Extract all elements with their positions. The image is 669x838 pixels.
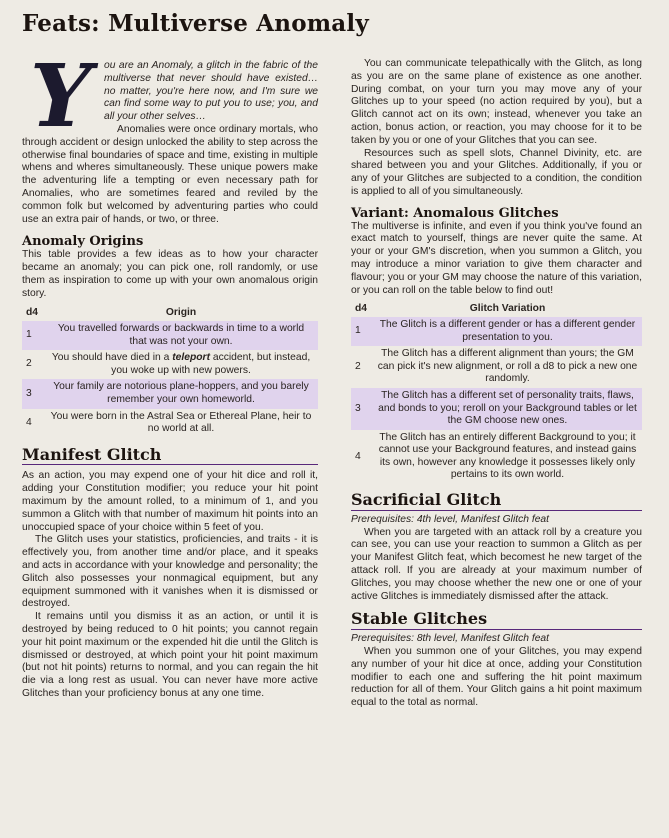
- dropcap-letter: [22, 56, 100, 134]
- row-text-pre: You should have died in a: [51, 352, 173, 364]
- row-text: The Glitch has an entirely different Background to you; it cannot use your Background features, and instead gains its own, however any knowledge it possesses likely only pertains to its own world.: [378, 431, 637, 481]
- telepathy-paragraph: You can communicate telepathically with the Glitch, as long as you are on the same plane of existence as one another. During combat, on your turn you may move any of your Glitches up to your speed (no action required by you), but a Glitch cannot act on its own; instead, whenever you take an action, bonus action, or reaction, you may choose for it to be taken by you or one of your Glitches that you can see.: [351, 58, 642, 146]
- row-number: 2: [355, 360, 361, 372]
- table-row: [22, 409, 318, 438]
- row-text: The Glitch has a different set of personality traits, flaws, and bonds to you; reroll on your Background tables or let the GM choose new ones.: [373, 388, 642, 430]
- stable-heading: Stable Glitches: [351, 613, 642, 630]
- variant-col-die: d4: [355, 303, 368, 315]
- variant-text: The multiverse is infinite, and even if you think you've found an exact match to yourself, things are never quite the same. At your or your GM's discretion, when you summon a Glitch, you may introduce a minor variation to give them character and flavour; you or your GM may choose the nature of this variation, or you can roll on the table below to find out!: [351, 220, 642, 296]
- manifest-p1: As an action, you may expend one of your hit dice and roll it, adding your Constitution modifier; you reduce your hit point maximum by the amount rolled, to a minimum of 1, and you summon a Glitch with that number of maximum hit points into an unoccupied space of your choice within 5 feet of you.: [22, 470, 318, 533]
- stable-prereq: Prerequisites: 8th level, Manifest Glitch feat: [351, 633, 550, 645]
- origins-text: This table provides a few ideas as to how your character became an anomaly; you can pick one, roll randomly, or use them as inspiration to come up with your own anomalous origin story.: [22, 249, 318, 299]
- manifest-p2: The Glitch uses your statistics, proficiencies, and traits - it is effectively you, from another time and/or place, and it speaks and acts in accordance with your knowledge and personality; the Glitch also possesses your nonmagical equipment, but any equipment summoned with it vanishes when it is dismissed or destroyed.: [22, 534, 318, 610]
- manifest-heading: Manifest Glitch: [22, 449, 318, 466]
- origins-heading: Anomaly Origins: [22, 234, 144, 250]
- table-row: [22, 379, 318, 408]
- row-number: 3: [22, 379, 44, 408]
- row-text: You were born in the Astral Sea or Ethereal Plane, heir to no world at all.: [50, 410, 312, 435]
- row-number: 2: [26, 358, 32, 370]
- row-number: 4: [26, 416, 32, 428]
- row-number: 4: [355, 450, 361, 462]
- variant-table: [351, 303, 642, 484]
- row-text: Your family are notorious plane-hoppers, and you barely remember your own homeworld.: [44, 379, 318, 408]
- variant-heading: Variant: Anomalous Glitches: [351, 205, 559, 221]
- row-text: The Glitch is a different gender or has a different gender presentation to you.: [373, 317, 642, 346]
- table-row: [351, 346, 642, 388]
- sacrificial-prereq: Prerequisites: 4th level, Manifest Glitch feat: [351, 513, 550, 525]
- row-number: 3: [351, 388, 373, 430]
- page-title: Feats: Multiverse Anomaly: [22, 10, 369, 37]
- left-column: [22, 56, 318, 701]
- table-row: [22, 321, 318, 350]
- origins-table-header: [22, 307, 318, 321]
- right-column: [351, 58, 642, 710]
- sacrificial-text: When you are targeted with an attack roll by a creature you can see, you can use your reaction to summon a Glitch as per your Manifest Glitch feat, which becomest he new target of the attack roll. If you are already at your maximum number of Glitches, you may choose whether the new one or one of your active Glitches is immediately dismissed after the attack.: [351, 526, 642, 602]
- intro-italic: ou are an Anomaly, a glitch in the fabric of the multiverse that never should have existed… no matter, you're here now, and I'm sure we can find some way to put you to use; you, and all your other selves…: [104, 60, 318, 123]
- table-row: [351, 430, 642, 484]
- dropcap-glyph: Y: [30, 56, 92, 134]
- origins-col-label: Origin: [165, 307, 197, 319]
- variant-table-header: [351, 303, 642, 317]
- row-text-post: accident, but instead, you woke up with new powers.: [111, 352, 311, 376]
- origins-table: [22, 307, 318, 437]
- sacrificial-heading: Sacrificial Glitch: [351, 494, 642, 511]
- row-number: 1: [22, 321, 44, 350]
- intro: [22, 56, 318, 226]
- intro-paragraph: Anomalies were once ordinary mortals, who through accident or design unlocked the ability to step across the otherwise final boundaries of space and time, existing in multiple whens and wheres simultaneously. These unique powers make the adventuring life a tempting or even necessary path for Anomalies, who are sometimes feared and reviled by the common folk but welcomed by adventuring parties who could use an extra pair of hands, or two, or three.: [22, 123, 318, 225]
- variant-col-label: Glitch Variation: [469, 303, 546, 315]
- table-row: [351, 317, 642, 346]
- resources-paragraph: Resources such as spell slots, Channel Divinity, etc. are shared between you and your Glitches. Additionally, if you or any of your Glitches are subjected to a condition, the condition is applied to all of you simultaneously.: [351, 147, 642, 197]
- row-text: The Glitch has a different alignment than yours; the GM can pick it's new alignment, or roll a d8 to pick a new one randomly.: [377, 348, 638, 385]
- teleport-spell-name: teleport: [172, 352, 210, 364]
- table-row: [351, 388, 642, 430]
- stable-text: When you summon one of your Glitches, you may expend any number of your hit dice at once, adding your Constitution modifier to each one and suffering the hit point maximum reduction for all of them. Your Glitch gains a hit point maximum equal to the total as normal.: [351, 646, 642, 709]
- table-row: [22, 350, 318, 379]
- row-text: You travelled forwards or backwards in time to a world that was not your own.: [44, 321, 318, 350]
- origins-col-die: d4: [26, 307, 39, 319]
- row-text: [44, 350, 318, 379]
- row-number: 1: [351, 317, 373, 346]
- manifest-p3: It remains until you dismiss it as an action, or until it is destroyed by being reduced to 0 hit points; you cannot regain your hit point maximum or the expended hit die until the Glitch is dismissed or destroyed, at which point your hit point maximum (but not hit points) returns to normal, and you can regain the hit die via a long rest as usual. You can never have more active Glitches than your proficiency bonus at any one time.: [22, 611, 318, 700]
